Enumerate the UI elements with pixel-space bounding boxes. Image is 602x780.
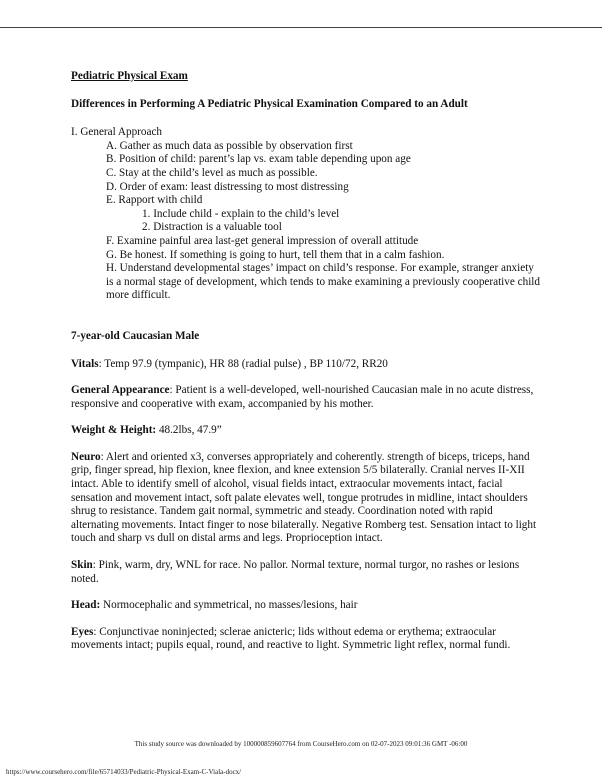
general-appearance-label: General Appearance — [71, 384, 170, 397]
eyes-paragraph — [71, 626, 541, 653]
approach-subitem-2: 2. Distraction is a valuable tool — [142, 221, 282, 234]
approach-item-e: E. Rapport with child — [106, 194, 203, 207]
approach-item-f: F. Examine painful area last-get general impression of overall attitude — [106, 234, 419, 247]
skin-text: : Pink, warm, dry, WNL for race. No pallor. Normal texture, normal turgor, no rashes or lesions noted. — [71, 559, 520, 585]
head-paragraph — [71, 599, 541, 613]
weight-height-text: 48.2lbs, 47.9” — [156, 424, 222, 437]
approach-heading: I. General Approach — [71, 126, 163, 139]
weight-height-paragraph — [71, 424, 541, 438]
general-appearance-text: : Patient is a well-developed, well-nourished Caucasian male in no acute distress, responsive and cooperative with exam, accompanied by his mother. — [71, 384, 534, 410]
general-appearance-paragraph — [71, 384, 541, 411]
eyes-text: : Conjunctivae noninjected; sclerae anicteric; lids without edema or erythema; extraocular movements intact; pupils equal, round, and reactive to light. Symmetric light reflex, normal fundi. — [71, 625, 511, 652]
neuro-paragraph — [71, 451, 541, 546]
vitals-label: Vitals — [71, 357, 99, 370]
eyes-label: Eyes — [71, 625, 94, 638]
download-source-notice: This study source was downloaded by 100000859607764 from CourseHero.com on 02-07-2023 09:01:36 GMT -06:00 — [134, 740, 468, 748]
source-url[interactable]: https://www.coursehero.com/file/65714033/Pediatric-Physical-Exam-C-Viala-docx/ — [6, 768, 242, 776]
neuro-text: : Alert and oriented x3, converses appropriately and coherently. strength of biceps, triceps, hand grip, finger spread, hip flexion, knee flexion, and knee extension 5/5 bilaterally. Cranial nerves II-XII intact. Able to identify smell of alcohol, visual fields intact, extraocular movements intact, facial sensation and movement intact, soft palate elevates well, tongue protrudes in midline, intact shoulders shrug to resistance. Tandem gait normal, symmetric and steady. Coordination noted with rapid alternating movements. Intact finger to nose bilaterally. Negative Romberg test. Sensation intact to light touch and sharp vs dull on distal arms and legs. Proprioception intact. — [71, 450, 537, 545]
skin-paragraph — [71, 559, 541, 586]
vitals-paragraph — [71, 358, 541, 372]
vitals-text: : Temp 97.9 (tympanic), HR 88 (radial pulse) , BP 110/72, RR20 — [98, 357, 388, 370]
patient-heading: 7-year-old Caucasian Male — [71, 329, 200, 342]
head-label: Head: — [71, 599, 101, 612]
document-subtitle: Differences in Performing A Pediatric Physical Examination Compared to an Adult — [71, 97, 468, 110]
weight-height-label: Weight & Height: — [71, 424, 157, 437]
skin-label: Skin — [71, 559, 93, 572]
approach-subitem-1: 1. Include child - explain to the child’s level — [142, 207, 340, 220]
approach-item-b: B. Position of child: parent’s lap vs. exam table depending upon age — [106, 153, 411, 166]
neuro-label: Neuro — [71, 450, 101, 463]
approach-item-c: C. Stay at the child’s level as much as possible. — [106, 166, 318, 179]
approach-item-d: D. Order of exam: least distressing to most distressing — [106, 180, 349, 193]
approach-item-g: G. Be honest. If something is going to hurt, tell them that in a calm fashion. — [106, 248, 445, 261]
approach-item-a: A. Gather as much data as possible by observation first — [106, 139, 353, 152]
document-title: Pediatric Physical Exam — [71, 70, 188, 82]
document-body — [71, 70, 541, 666]
top-divider — [0, 27, 602, 28]
head-text: Normocephalic and symmetrical, no masses/lesions, hair — [100, 599, 358, 612]
approach-item-h: H. Understand developmental stages’ impact on child’s response. For example, stranger anxiety is a normal stage of development, which tends to make examining a previously cooperative child more difficult. — [106, 262, 541, 302]
